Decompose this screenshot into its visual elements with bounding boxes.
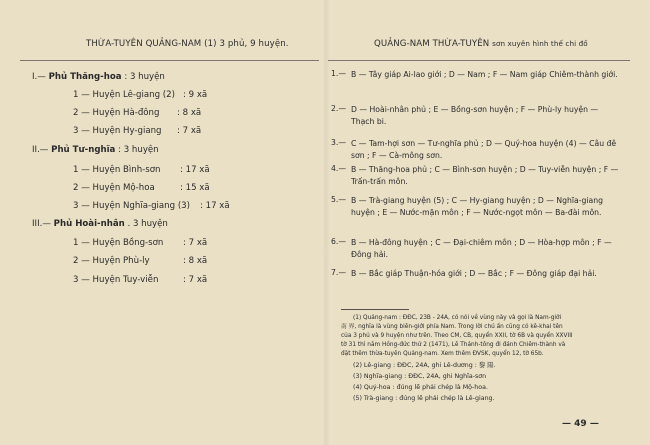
entry-7-text: B — Bắc giáp Thuận-hóa giới ; D — Bắc ; F — Đông giáp đại hải.: [351, 269, 597, 278]
group-2-item-1: 1 — Huyện Bình-sơn: [73, 165, 161, 175]
entry-3-id: 3.—: [331, 138, 347, 147]
footnote-1-line-3: của 3 phủ và 9 huyện như trên. Theo CM, CB, quyển XXII, tờ 6B và quyển XXVIII: [341, 333, 573, 339]
group-3-item-3-count: : 7 xã: [183, 275, 208, 285]
group-3-suffix: . 3 huyện: [127, 219, 168, 229]
group-3-item-1-count: : 7 xã: [183, 238, 208, 248]
entry-6-text: B — Hà-đông huyện ; C — Đại-chiêm môn ; D — Hòa-hợp môn ; F — Đông hải.: [351, 238, 612, 260]
page-number-dash-right: —: [589, 419, 599, 429]
entry-7-id: 7.—: [331, 268, 347, 277]
right-title-main: QUẢNG-NAM THỪA-TUYÊN: [374, 39, 490, 49]
group-2-roman: II.—: [32, 145, 49, 155]
right-title-sub: sơn xuyên hình thế chi đồ: [492, 39, 588, 48]
entry-3-text: C — Tam-hợi sơn — Tư-nghĩa phủ ; D — Quý-hoa huyện (4) — Câu đê sơn ; F — Cà-mông sơn.: [351, 139, 617, 161]
group-2-item-2: 2 — Huyện Mộ-hoa: [73, 183, 155, 193]
footnote-4: (4) Quý-hoa : đúng lẽ phải chép là Mộ-hoa.: [353, 384, 488, 391]
page-number-value: 49: [574, 419, 587, 429]
footnote-5: (5) Trà-giang : đúng lẽ phải chép là Lê-giang.: [353, 395, 495, 402]
group-2-heading: [32, 145, 159, 155]
entry-4-text: B — Thăng-hoa phủ ; C — Bình-sơn huyện ; D — Tuy-viễn huyện ; F — Trấn-trấn môn.: [351, 165, 619, 187]
entry-1-id: 1.—: [331, 69, 347, 78]
group-1-suffix: : 3 huyện: [124, 72, 165, 82]
group-3-name: Phủ Hoài-nhân: [53, 219, 125, 229]
group-3-item-2-count: : 8 xã: [183, 256, 208, 266]
group-1-name: Phủ Thăng-hoa: [48, 72, 122, 82]
footnote-2: (2) Lê-giang : ĐĐC, 24A, ghi Lê-dương : 黎 陽.: [353, 362, 496, 369]
group-1-item-1-count: : 9 xã: [183, 90, 208, 100]
left-header-rule: [20, 60, 319, 61]
right-header-rule: [328, 60, 630, 61]
group-1-item-3: 3 — Huyện Hy-giang: [73, 126, 162, 136]
footnote-3: (3) Nghĩa-giang : ĐĐC, 24A, ghi Nghĩa-sơn: [353, 373, 487, 380]
footnote-1-line-2: 南 界, nghĩa là vùng biên-giới phía Nam. Trong lời chú ấn cũng có kê-khai tên: [341, 324, 563, 330]
entry-2-text: D — Hoài-nhân phủ ; E — Bồng-sơn huyện ; F — Phù-ly huyện — Thạch bi.: [351, 105, 599, 127]
group-2-name: Phủ Tư-nghĩa: [51, 145, 116, 155]
group-2-item-1-count: : 17 xã: [180, 165, 210, 175]
group-1-item-1: 1 — Huyện Lê-giang (2): [73, 90, 175, 100]
group-3-item-2: 2 — Huyện Phù-ly: [73, 256, 150, 266]
entry-5-id: 5.—: [331, 195, 347, 204]
page-number: [562, 419, 599, 429]
right-page-title: [374, 39, 588, 49]
group-2-suffix: : 3 huyện: [118, 145, 159, 155]
page-number-dash-left: —: [562, 419, 571, 429]
footnote-1-line-1: (1) Quảng-nam : ĐĐC, 23B - 24A, có nói về vùng này và gọi là Nam-giới: [353, 315, 562, 321]
page-gutter: [322, 0, 330, 445]
footnote-1-line-5: đặt thêm thừa-tuyên Quảng-nam. Xem thêm ĐVSK, quyển 12, tờ 65b.: [341, 351, 544, 357]
group-2-item-2-count: : 15 xã: [180, 183, 210, 193]
group-3-heading: [32, 219, 168, 229]
group-3-item-3: 3 — Huyện Tuy-viễn: [73, 275, 159, 285]
group-1-roman: I.—: [32, 72, 46, 82]
entry-6-id: 6.—: [331, 237, 347, 246]
footnote-1-line-4: tờ 31 thì năm Hồng-đức thứ 2 (1471), Lê Thánh-tông đi đánh Chiêm-thành và: [341, 342, 566, 348]
group-1-item-3-count: : 7 xã: [177, 126, 202, 136]
group-3-roman: III.—: [32, 219, 51, 229]
group-1-heading: [32, 72, 165, 82]
group-2-item-3: 3 — Huyện Nghĩa-giang (3): [73, 201, 190, 211]
entry-2-id: 2.—: [331, 104, 347, 113]
left-page-title: THỪA-TUYÊN QUẢNG-NAM (1) 3 phủ, 9 huyện.: [86, 39, 289, 49]
entry-5-text: B — Trà-giang huyện (5) ; C — Hy-giang huyện ; D — Nghĩa-giang huyện ; E — Nước-mặn môn ; F — Nước-ngọt môn — Ba-đài môn.: [351, 196, 603, 218]
group-2-item-3-count: : 17 xã: [200, 201, 230, 211]
entry-4-id: 4.—: [331, 164, 347, 173]
group-1-item-2-count: : 8 xã: [177, 108, 202, 118]
group-3-item-1: 1 — Huyện Bồng-sơn: [73, 238, 164, 248]
entry-1-text: B — Tây giáp Ai-lao giới ; D — Nam ; F — Nam giáp Chiêm-thành giới.: [351, 70, 618, 79]
group-1-item-2: 2 — Huyện Hà-đông: [73, 108, 160, 118]
footnote-separator: [341, 309, 409, 310]
